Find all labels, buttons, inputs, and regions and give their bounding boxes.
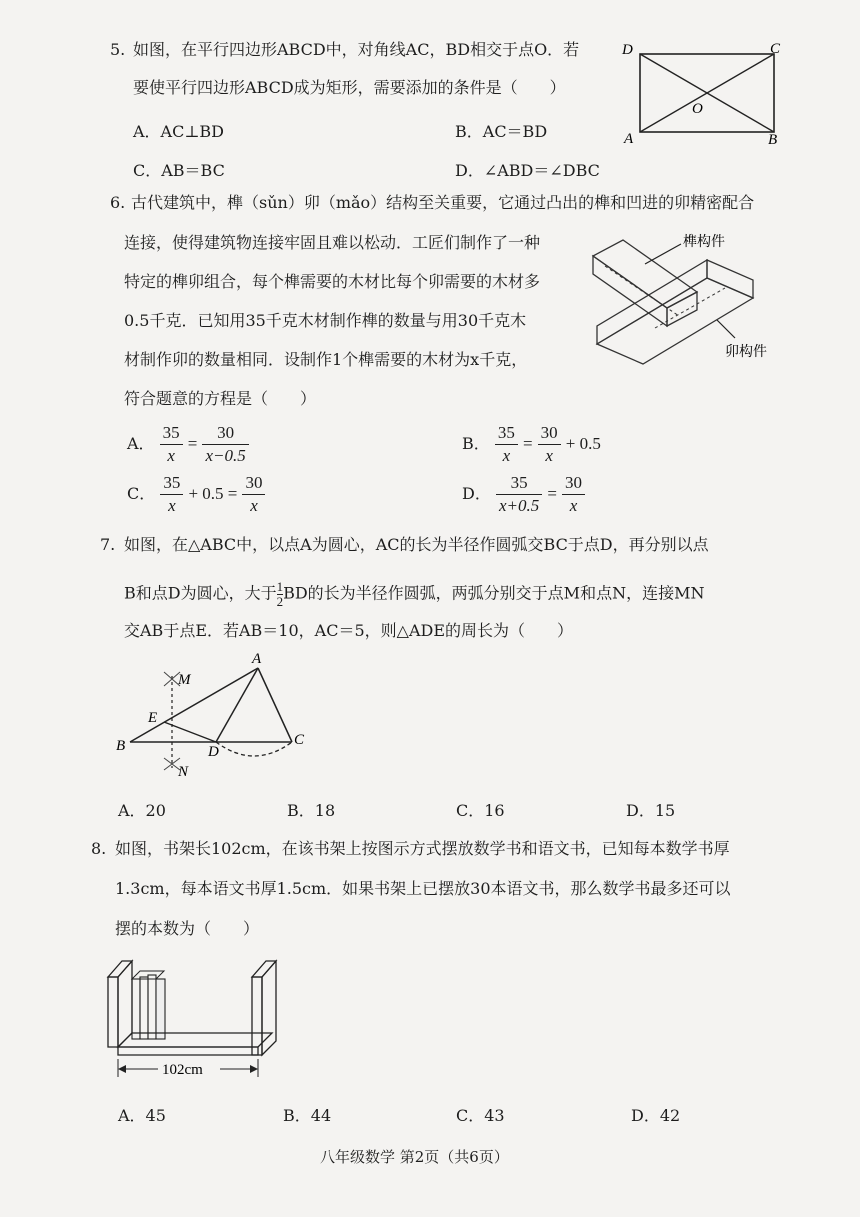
q7-fig-label-m: M [178, 672, 191, 688]
q8-length-label: 102cm [162, 1062, 203, 1078]
q8-option-a[interactable]: A．45 [118, 1106, 166, 1125]
q6-number: 6. [110, 193, 126, 212]
q7-fig-label-d: D [208, 744, 219, 760]
q8-option-b[interactable]: B．44 [283, 1106, 332, 1125]
q6-c-lhs-fraction: $\frac{35}{x}$ [160, 473, 183, 516]
q6-line6: 符合题意的方程是（ ） [124, 389, 317, 408]
q8-line3: 摆的本数为（ ） [115, 919, 260, 938]
q5-stem-line1: 如图，在平行四边形ABCD中，对角线AC，BD相交于点O．若 [133, 40, 580, 59]
q7-option-a[interactable]: A．20 [118, 801, 166, 820]
q7-option-b[interactable]: B．18 [287, 801, 336, 820]
q7-line3: 交AB于点E．若AB＝10，AC＝5，则△ADE的周长为（ ） [124, 621, 574, 640]
q5-option-a[interactable]: A．AC⊥BD [133, 122, 224, 141]
q7-line1: 如图，在△ABC中，以点A为圆心，AC的长为半径作圆弧交BC于点D，再分别以点 [124, 535, 709, 554]
q5-fig-label-b: B [768, 132, 778, 148]
q5-option-b[interactable]: B．AC＝BD [455, 122, 548, 141]
q7-triangle-figure [112, 650, 312, 785]
q6-b-rhs-fraction: $\frac{30}{x}$ [538, 423, 561, 466]
q6-line2: 连接，使得建筑物连接牢固且难以松动．工匠们制作了一种 [124, 233, 541, 252]
q5-fig-label-c: C [770, 41, 781, 57]
q5-stem-line2: 要使平行四边形ABCD成为矩形，需要添加的条件是（ ） [133, 78, 566, 97]
q7-option-c[interactable]: C．16 [456, 801, 505, 820]
q6-line4: 0.5千克．已知用35千克木材制作榫的数量与用30千克木 [124, 311, 527, 330]
q6-mortise-label: 卯构件 [725, 344, 767, 360]
q5-option-c[interactable]: C．AB＝BC [133, 161, 225, 180]
q6-option-b[interactable]: B． $\frac{35}{x}$ = $\frac{30}{x}$ + 0.5 [462, 423, 601, 465]
q5-fig-label-d: D [622, 42, 633, 58]
q6-b-lhs-fraction: $\frac{35}{x}$ [495, 423, 518, 466]
q7-fig-label-e: E [148, 710, 158, 726]
page-footer: 八年级数学 第2页（共6页） [320, 1148, 509, 1166]
q5-fig-label-a: A [624, 131, 634, 147]
q6-option-a[interactable]: A． $\frac{35}{x}$ = $\frac{30}{x-0.5}$ [127, 423, 249, 466]
q7-fig-label-n: N [178, 764, 189, 780]
q7-option-d[interactable]: D．15 [626, 801, 676, 820]
q8-line1: 如图，书架长102cm，在该书架上按图示方式摆放数学书和语文书，已知每本数学书厚 [115, 839, 730, 858]
q7-fig-label-c: C [294, 732, 305, 748]
q6-tenon-mortise-figure [585, 228, 785, 378]
q5-option-d[interactable]: D．∠ABD＝∠DBC [455, 161, 600, 180]
q8-number: 8. [91, 839, 107, 858]
q5-number: 5. [110, 40, 126, 59]
q6-a-rhs-fraction: $\frac{30}{x-0.5}$ [202, 423, 248, 466]
q5-fig-label-o: O [692, 101, 703, 117]
q6-line3: 特定的榫卯组合，每个榫需要的木材比每个卯需要的木材多 [124, 272, 541, 291]
q7-fig-label-a: A [252, 651, 262, 667]
q8-option-d[interactable]: D．42 [631, 1106, 681, 1125]
q6-option-c[interactable]: C． $\frac{35}{x}$ + 0.5 = $\frac{30}{x}$ [127, 473, 265, 516]
q6-d-rhs-fraction: $\frac{30}{x}$ [562, 473, 585, 516]
q7-fig-label-b: B [116, 738, 126, 754]
q6-option-d[interactable]: D． $\frac{35}{x+0.5}$ = $\frac{30}{x}$ [462, 473, 585, 516]
q7-number: 7. [100, 535, 116, 554]
q6-a-lhs-fraction: $\frac{35}{x}$ [160, 423, 183, 466]
q5-parallelogram-figure [620, 40, 790, 150]
q7-half-fraction: $\frac{1}{2}$ [276, 579, 284, 609]
q8-option-c[interactable]: C．43 [456, 1106, 505, 1125]
q6-c-rhs-fraction: $\frac{30}{x}$ [242, 473, 265, 516]
q8-line2: 1.3cm，每本语文书厚1.5cm．如果书架上已摆放30本语文书，那么数学书最多还可以 [115, 879, 731, 898]
q6-tenon-label: 榫构件 [683, 234, 725, 250]
q6-line1: 古代建筑中，榫（sǔn）卯（mǎo）结构至关重要，它通过凸出的榫和凹进的卯精密配合 [131, 193, 755, 212]
q8-bookshelf-figure [102, 955, 287, 1080]
q7-line2: B和点D为圆心，大于 $\frac{1}{2}$ BD的长为半径作圆弧，两弧分别交于点M和点N，连接MN [124, 579, 705, 609]
q6-line5: 材制作卯的数量相同．设制作1个榫需要的木材为x千克， [124, 350, 528, 369]
q6-d-lhs-fraction: $\frac{35}{x+0.5}$ [496, 473, 542, 516]
